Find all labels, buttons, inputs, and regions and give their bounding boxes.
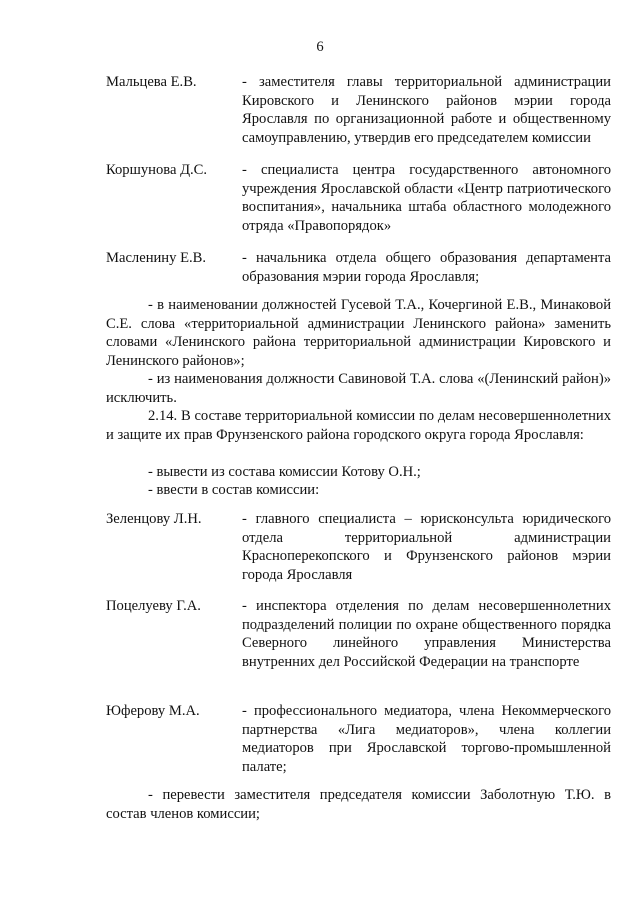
member-entry <box>106 597 611 671</box>
amendment-paragraph: - из наименования должности Савиновой Т.А. слова «(Ленинский район)» исключить. <box>106 371 611 406</box>
amendment-paragraph: - ввести в состав комиссии: <box>148 482 320 498</box>
member-entry <box>106 73 611 147</box>
member-description: - начальника отдела общего образования департамента образования мэрии города Ярославля; <box>242 250 611 285</box>
member-name: Поцелуеву Г.А. <box>106 598 201 614</box>
member-name: Коршунова Д.С. <box>106 162 208 178</box>
member-description: - инспектора отделения по делам несовершеннолетних подразделений полиции по охране общественного порядка Северного линейного управления Министерства внутренних дел Российской Федерации на транспорте <box>242 598 611 670</box>
member-name: Мальцева Е.В. <box>106 74 197 90</box>
page-number: 6 <box>316 39 324 55</box>
member-name: Зеленцову Л.Н. <box>106 511 202 527</box>
amendment-paragraph: - в наименовании должностей Гусевой Т.А., Кочергиной Е.В., Минаковой С.Е. слова «территориальной администрации Ленинского района» заменить словами «Ленинского района территориальной администрации Кировского и Ленинского районов»; <box>106 297 611 369</box>
member-description: - специалиста центра государственного автономного учреждения Ярославской области «Центр патриотического воспитания», начальника штаба областного молодежного отряда «Правопорядок» <box>242 162 611 234</box>
member-description: - профессионального медиатора, члена Некоммерческого партнерства «Лига медиаторов», члена коллегии медиаторов при Ярославской торгово-промышленной палате; <box>242 703 611 775</box>
member-entry <box>106 510 611 584</box>
member-entry <box>106 161 611 235</box>
member-description: - главного специалиста – юрисконсульта юридического отдела территориальной администрации Красноперекопского и Фрунзенского районов мэрии города Ярославля <box>242 511 611 583</box>
section-paragraph: 2.14. В составе территориальной комиссии по делам несовершеннолетних и защите их прав Фрунзенского района городского округа города Ярославля: <box>106 408 611 443</box>
amendment-paragraph: - перевести заместителя председателя комиссии Заболотную Т.Ю. в состав членов комиссии; <box>106 787 611 822</box>
member-name: Масленину Е.В. <box>106 250 207 266</box>
member-entry <box>106 702 611 776</box>
amendment-paragraph: - вывести из состава комиссии Котову О.Н.; <box>148 464 421 480</box>
member-name: Юферову М.А. <box>106 703 200 719</box>
member-entry <box>106 249 611 286</box>
member-description: - заместителя главы территориальной администрации Кировского и Ленинского районов мэрии города Ярославля по организационной работе и общественному самоуправлению, утвердив его председателем комиссии <box>242 74 611 146</box>
